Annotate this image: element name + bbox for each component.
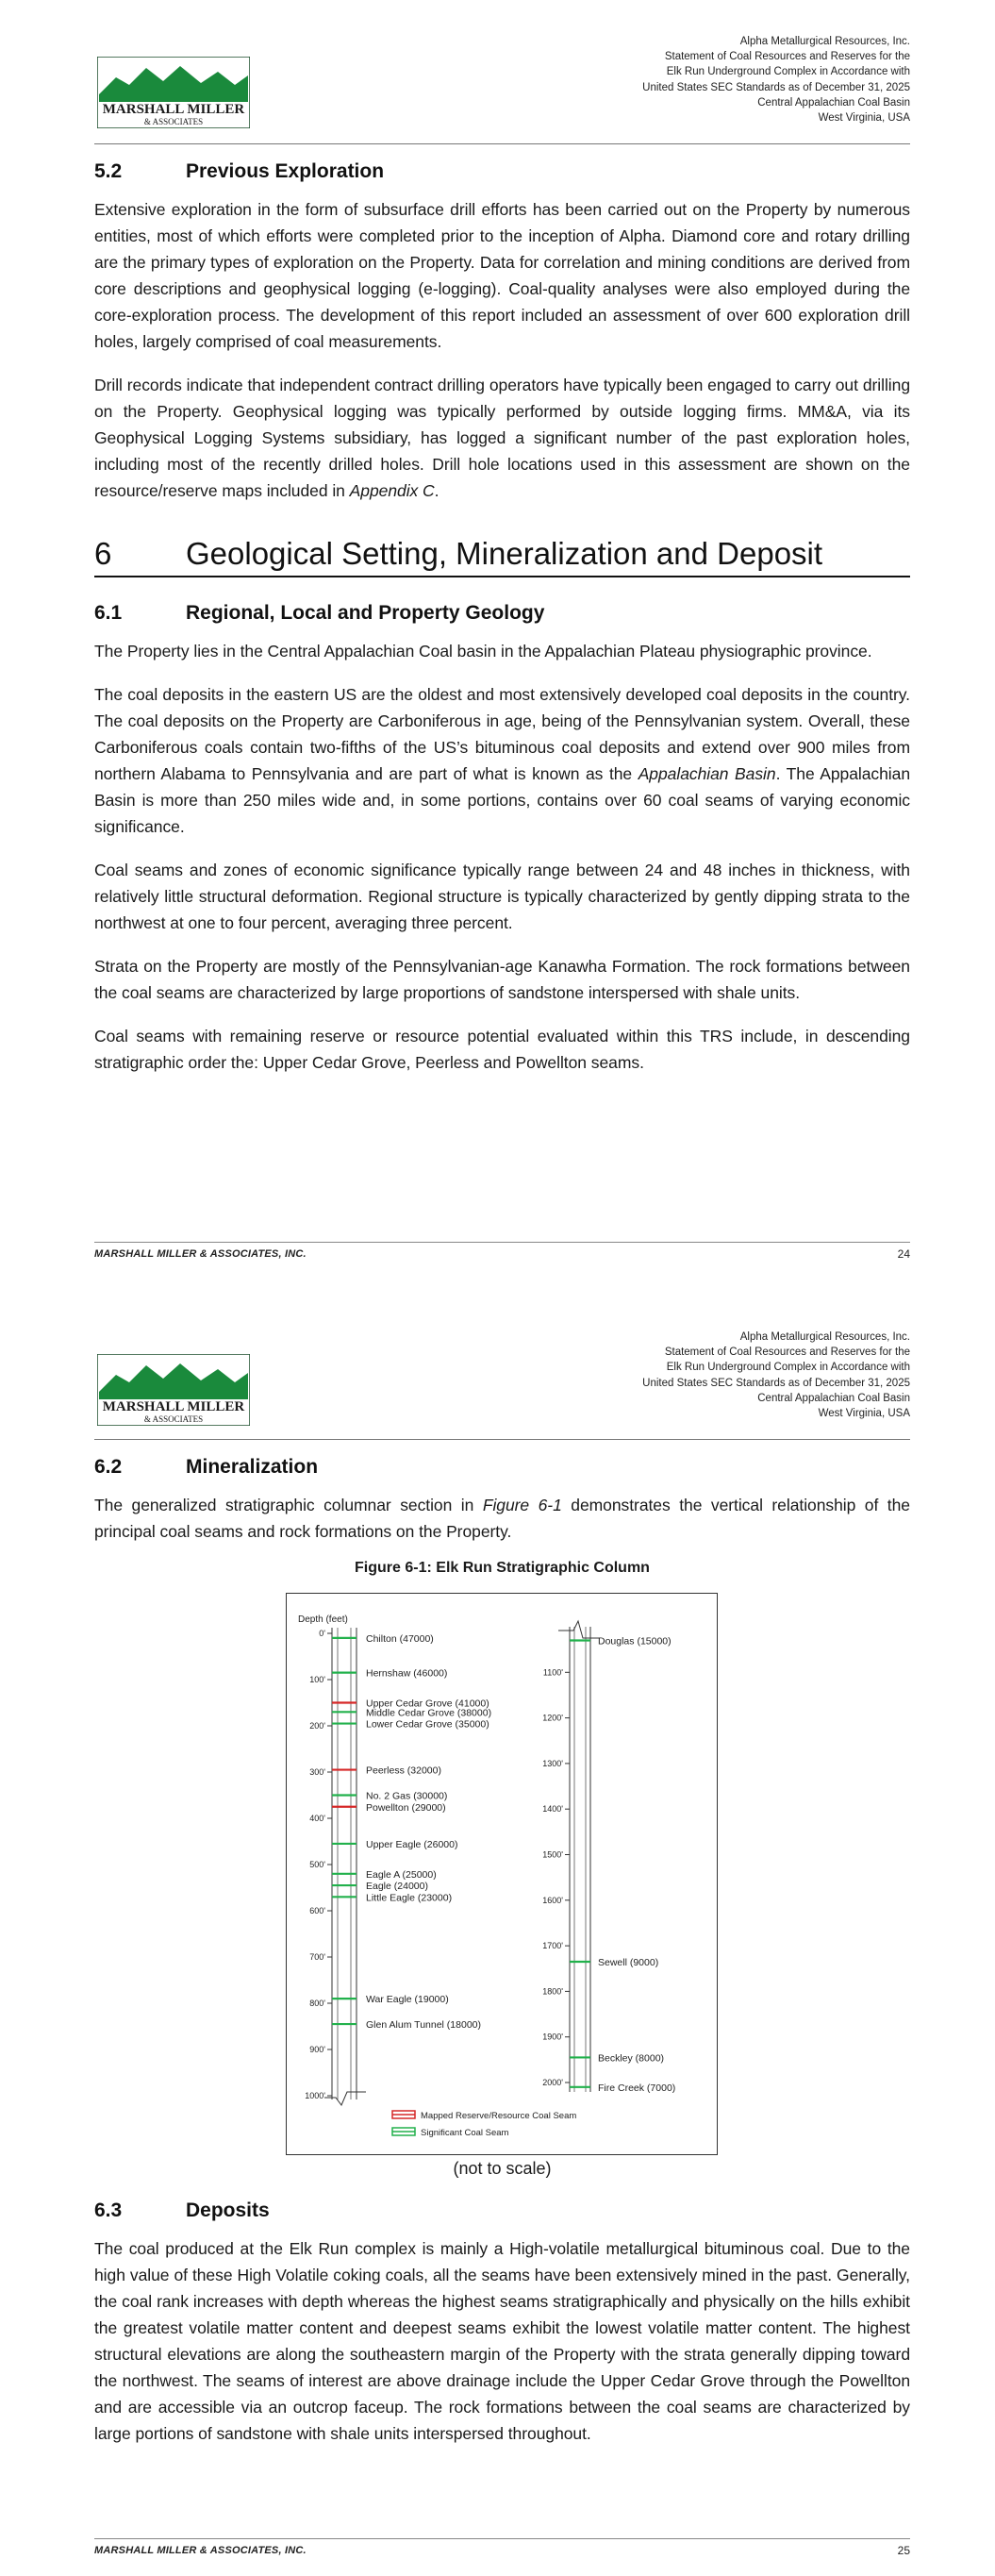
right-column: [542, 1621, 675, 2094]
header-line: Statement of Coal Resources and Reserves for the: [664, 51, 910, 63]
coal-seam-label: Little Eagle (23000): [366, 1892, 453, 1904]
section-number: 6.2: [94, 1456, 123, 1478]
page-24-content: [94, 155, 910, 1076]
header-line: West Virginia, USA: [818, 112, 910, 125]
coal-seam-label: Hernshaw (46000): [366, 1667, 448, 1680]
coal-seam-label: Middle Cedar Grove (38000): [366, 1707, 492, 1719]
footer-company: MARSHALL MILLER & ASSOCIATES, INC.: [94, 1248, 307, 1260]
stratigraphic-column-figure: [286, 1593, 718, 2155]
logo-text-top: MARSHALL MILLER: [102, 1399, 245, 1414]
text-run: The coal deposits in the eastern US are the oldest and most extensively developed coal deposits in the country. The coal deposits on the Property are Carboniferous in age, being of the Pennsylvanian system. Overall, these Carboniferous coals contain two-fifths of the US’s bituminous coal deposits and extend over 900 miles from northern Alabama to Pennsylvania and are part of what is known as the: [94, 685, 910, 783]
column-break: [558, 1621, 600, 1638]
header-line: West Virginia, USA: [818, 1408, 910, 1420]
paragraph: [94, 681, 910, 840]
section-heading-6-1: [94, 596, 910, 630]
column-break: [324, 2092, 366, 2105]
header-info: [642, 34, 910, 125]
legend-mapped-label: Mapped Reserve/Resource Coal Seam: [421, 2111, 577, 2121]
depth-tick-label: 1300': [542, 1758, 563, 1768]
figure-reference: Figure 6-1: [482, 1496, 562, 1514]
header-line: Central Appalachian Coal Basin: [757, 96, 910, 109]
paragraph: The coal produced at the Elk Run complex is mainly a High-volatile metallurgical bituminous coal. Due to the high value of these High Volatile coking coals, all the seams have been extensively mined in the past. Generally, the coal rank increases with depth whereas the highest seams stratigraphically and physically on the hills exhibit the greatest volatile matter content and deepest seams exhibit the lowest volatile matter content. The highest structural elevations are along the southeastern margin of the Property with the strata generally dipping toward the northwest. The seams of interest are above drainage include the Upper Cedar Grove through the Powellton and are accessible via an outcrop faceup. The rock formations between the coal seams are characterized by large portions of sandstone with shale units interspersed throughout.: [94, 2239, 910, 2443]
mma-logo: [97, 57, 250, 128]
section-heading-6-3: [94, 2194, 910, 2228]
section-heading-6-2: [94, 1450, 910, 1484]
figure-legend: [392, 2111, 576, 2138]
section-title: Previous Exploration: [186, 160, 385, 182]
paragraph: Strata on the Property are mostly of the Pennsylvanian-age Kanawha Formation. The rock formations between the coal seams are characterized by large proportions of sandstone interspersed with shale units.: [94, 957, 910, 1002]
not-to-scale-note: (not to scale): [453, 2159, 552, 2178]
depth-tick-label: 1100': [542, 1667, 563, 1678]
coal-seam-label: Glen Alum Tunnel (18000): [366, 2019, 481, 2032]
header-rule: [94, 143, 910, 144]
text-run: demonstrates the vertical relationship of the principal coal seams and rock formations on the Property.: [94, 1496, 910, 1541]
depth-tick-label: 1800': [542, 1986, 563, 1997]
text-run: The generalized stratigraphic columnar section in: [94, 1496, 483, 1514]
section-number: 6.1: [94, 602, 123, 624]
logo-text-bottom: & ASSOCIATES: [143, 1414, 204, 1424]
chapter-number: 6: [94, 536, 112, 571]
paragraph: [94, 372, 910, 504]
depth-tick-label: 1600': [542, 1895, 563, 1905]
footer-rule: [94, 2538, 910, 2539]
text-run: . The Appalachian Basin is more than 250 miles wide and, in some portions, contains over 60 coal seams of varying economic significance.: [94, 764, 911, 836]
depth-tick-label: 600': [309, 1906, 325, 1915]
page-25-content-top: [94, 1450, 910, 1577]
page-number: 25: [897, 2544, 910, 2557]
section-title: Mineralization: [186, 1456, 319, 1478]
header-line: Central Appalachian Coal Basin: [757, 1392, 910, 1404]
paragraph: Extensive exploration in the form of subsurface drill efforts has been carried out on the Property by numerous entities, most of which efforts were completed prior to the inception of Alpha. Diamond core and rotary drilling are the primary types of exploration on the Property. Data for correlation and mining conditions are derived from core descriptions and geophysical logging (e-logging). Coal-quality analyses were also employed during the core-exploration process. The development of this report included an assessment of over 600 exploration drill holes, largely comprised of coal measurements.: [94, 200, 910, 351]
depth-tick-label: 1900': [542, 2032, 563, 2042]
left-column: [305, 1628, 491, 2105]
appendix-reference: Appendix C: [349, 481, 435, 500]
section-number: 5.2: [94, 160, 123, 182]
stratigraphic-column-svg: [287, 1594, 717, 2154]
depth-tick-label: 300': [309, 1767, 325, 1777]
coal-seam-label: Fire Creek (7000): [598, 2082, 676, 2094]
depth-tick-label: 0': [319, 1629, 325, 1638]
coal-seam-label: Sewell (9000): [598, 1957, 659, 1969]
depth-label: Depth (feet): [298, 1614, 348, 1625]
paragraph: Coal seams with remaining reserve or resource potential evaluated within this TRS include, in descending stratigraphic order the: Upper Cedar Grove, Peerless and Powellton seams.: [94, 1027, 910, 1072]
header-line: United States SEC Standards as of December 31, 2025: [642, 1377, 910, 1389]
coal-seam-label: Douglas (15000): [598, 1635, 672, 1648]
depth-tick-label: 800': [309, 1999, 325, 2008]
page-number: 24: [897, 1247, 910, 1261]
depth-tick-label: 200': [309, 1721, 325, 1731]
section-title: Regional, Local and Property Geology: [186, 602, 545, 624]
logo-text-bottom: & ASSOCIATES: [143, 117, 204, 126]
figure-caption: Figure 6-1: Elk Run Stratigraphic Column: [355, 1560, 650, 1576]
header-line: Elk Run Underground Complex in Accordance with: [666, 66, 910, 78]
depth-tick-label: 500': [309, 1860, 325, 1869]
coal-seam-label: War Eagle (19000): [366, 1994, 449, 2006]
header-info: [642, 1330, 910, 1421]
coal-seam-label: Upper Cedar Grove (41000): [366, 1698, 489, 1710]
header-line: Elk Run Underground Complex in Accordance with: [666, 1362, 910, 1374]
paragraph: The Property lies in the Central Appalachian Coal basin in the Appalachian Plateau physiographic province.: [94, 642, 872, 661]
footer-company: MARSHALL MILLER & ASSOCIATES, INC.: [94, 2545, 307, 2556]
chapter-heading-6: [94, 525, 910, 577]
section-number: 6.3: [94, 2200, 123, 2221]
depth-tick-label: 1700': [542, 1941, 563, 1951]
legend-significant-label: Significant Coal Seam: [421, 2128, 509, 2138]
coal-seam-label: Peerless (32000): [366, 1765, 441, 1777]
coal-seam-label: Eagle (24000): [366, 1881, 428, 1893]
section-heading-5-2: [94, 155, 910, 189]
header-company: Alpha Metallurgical Resources, Inc.: [739, 1331, 910, 1343]
depth-tick-label: 700': [309, 1952, 325, 1962]
depth-tick-label: 1400': [542, 1804, 563, 1815]
section-title: Deposits: [186, 2200, 270, 2221]
coal-seam-label: Lower Cedar Grove (35000): [366, 1718, 489, 1731]
depth-tick-label: 1000': [305, 2091, 325, 2100]
depth-tick-label: 100': [309, 1675, 325, 1684]
header-line: United States SEC Standards as of December 31, 2025: [642, 81, 910, 93]
depth-tick-label: 1500': [542, 1849, 563, 1860]
coal-seam-label: Upper Eagle (26000): [366, 1838, 458, 1850]
page-25-content-bottom: [94, 2159, 910, 2447]
coal-seam-label: No. 2 Gas (30000): [366, 1790, 448, 1802]
paragraph: Coal seams and zones of economic significance typically range between 24 and 48 inches in thickness, with relatively little structural deformation. Regional structure is typically characterized by gently dipping strata to the northwest at one to four percent, averaging three percent.: [94, 861, 910, 932]
depth-tick-label: 900': [309, 2045, 325, 2054]
text-run: Drill records indicate that independent contract drilling operators have typically been engaged to carry out drilling on the Property. Geophysical logging was typically performed by outside logging firms. MM&A, via its Geophysical Logging Systems subsidiary, has logged a significant number of the past exploration holes, including most of the recently drilled holes. Drill hole locations used in this assessment are shown on the resource/reserve maps included in: [94, 376, 910, 500]
coal-seam-label: Powellton (29000): [366, 1801, 446, 1814]
basin-name: Appalachian Basin: [638, 764, 776, 783]
depth-tick-label: 400': [309, 1814, 325, 1823]
logo-text-top: MARSHALL MILLER: [102, 102, 245, 117]
depth-tick-label: 2000': [542, 2078, 563, 2087]
header-rule: [94, 1439, 910, 1440]
header-company: Alpha Metallurgical Resources, Inc.: [739, 36, 910, 47]
header-line: Statement of Coal Resources and Reserves for the: [664, 1347, 910, 1359]
mma-logo: [97, 1354, 250, 1426]
text-run: .: [434, 481, 439, 500]
coal-seam-label: Beckley (8000): [598, 2052, 665, 2065]
coal-seam-label: Eagle A (25000): [366, 1868, 437, 1881]
chapter-title: Geological Setting, Mineralization and Deposit: [186, 536, 823, 571]
paragraph: [94, 1492, 910, 1545]
depth-tick-label: 1200': [542, 1713, 563, 1723]
coal-seam-label: Chilton (47000): [366, 1632, 434, 1645]
footer-rule: [94, 1242, 910, 1243]
